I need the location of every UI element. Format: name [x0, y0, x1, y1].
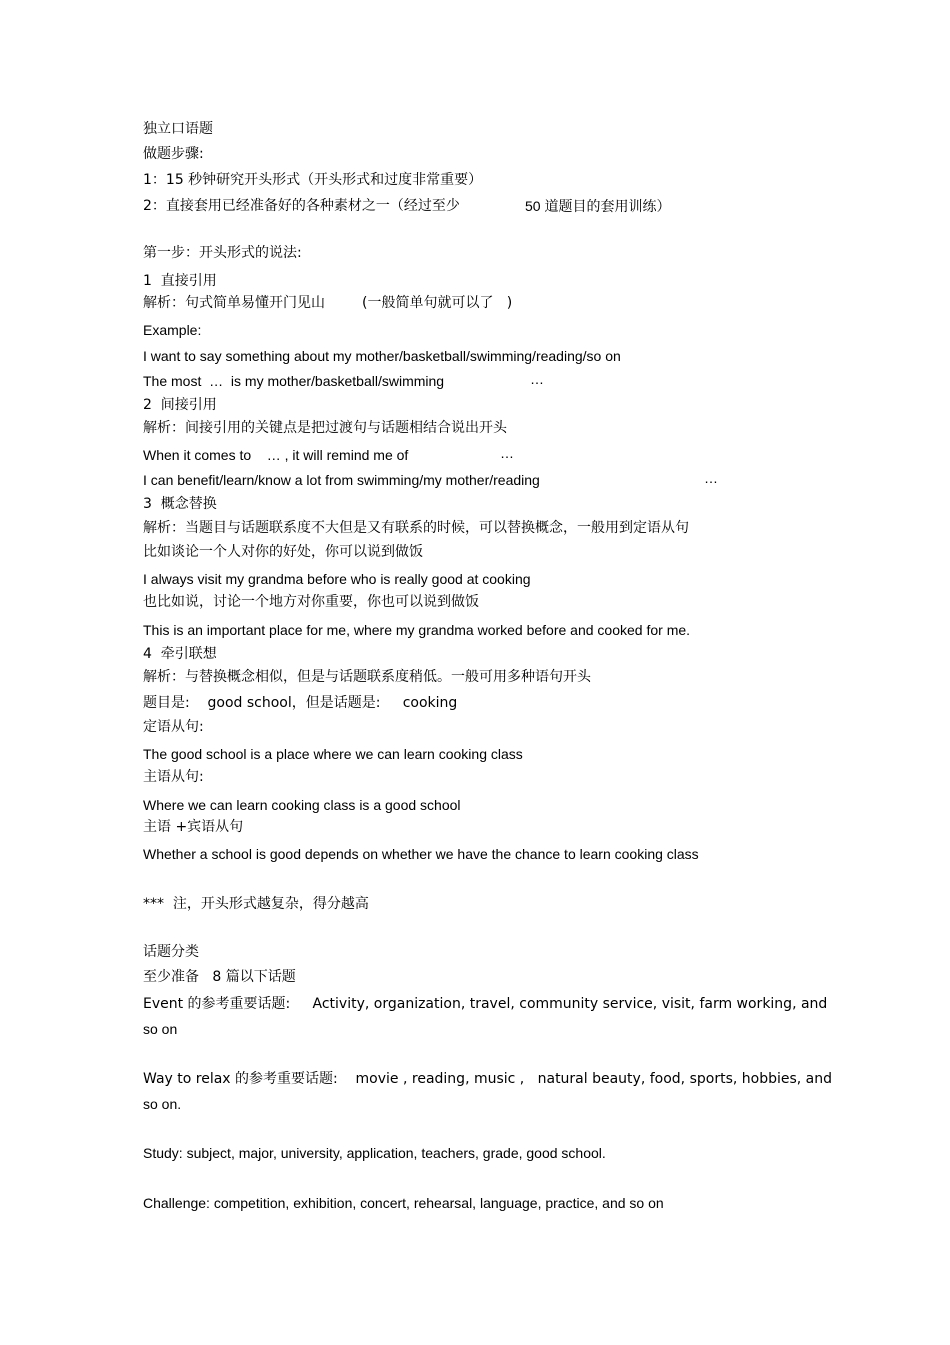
method-1-example-2: The most … is my mother/basketball/swimming — [143, 373, 445, 389]
method-3-title: 3 概念替换 — [143, 496, 217, 512]
method-3-note-1: 比如谈论一个人对你的好处，你可以说到做饭 — [143, 544, 423, 560]
ellipsis: … — [500, 445, 514, 461]
method-3-example-1: I always visit my grandma before who is really good at cooking — [143, 571, 531, 587]
document-title: 独立口语题 — [143, 121, 213, 137]
scoring-note: *** 注，开头形式越复杂，得分越高 — [143, 896, 369, 912]
method-1-analysis: 解析：句式简单易懂开门见山 — [143, 295, 325, 311]
step-2-part-a: 2：直接套用已经准备好的各种素材之一（经过至少 — [143, 198, 460, 214]
step-1: 1：15 秒钟研究开头形式（开头形式和过度非常重要） — [143, 172, 483, 188]
attributive-clause-example: The good school is a place where we can learn cooking class — [143, 746, 523, 762]
method-4-analysis: 解析：与替换概念相似，但是与话题联系度稍低。一般可用多种语句开头 — [143, 669, 591, 685]
method-3-note-2: 也比如说，讨论一个地方对你重要，你也可以说到做饭 — [143, 594, 479, 610]
relax-topics-line-2: so on. — [143, 1096, 182, 1112]
relax-topics-line-1: Way to relax 的参考重要话题: movie , reading, music , natural beauty, food, sports, hobbies, and — [143, 1071, 833, 1087]
subject-clause-example: Where we can learn cooking class is a good school — [143, 797, 461, 813]
topic-categories-heading: 话题分类 — [143, 944, 199, 960]
method-1-example-1: I want to say something about my mother/basketball/swimming/reading/so on — [143, 348, 621, 364]
method-3-analysis: 解析：当题目与话题联系度不大但是又有联系的时候，可以替换概念，一般用到定语从句 — [143, 520, 689, 536]
method-2-example-1: When it comes to … , it will remind me of — [143, 447, 409, 463]
method-4-topic: 题目是: good school，但是话题是: cooking — [143, 695, 458, 711]
subject-clause-label: 主语从句: — [143, 769, 204, 785]
object-clause-example: Whether a school is good depends on whether we have the chance to learn cooking class — [143, 846, 699, 862]
ellipsis: … — [704, 470, 718, 486]
method-2-analysis: 解析：间接引用的关键点是把过渡句与话题相结合说出开头 — [143, 420, 507, 436]
event-topics-line-1: Event 的参考重要话题: Activity, organization, travel, community service, visit, farm working, and — [143, 996, 828, 1012]
challenge-topics: Challenge: competition, exhibition, concert, rehearsal, language, practice, and so on — [143, 1195, 664, 1211]
object-clause-label: 主语 +宾语从句 — [143, 819, 244, 835]
step-2-part-b: 50 道题目的套用训练） — [525, 198, 671, 214]
method-2-example-2: I can benefit/learn/know a lot from swimming/my mother/reading — [143, 472, 540, 488]
method-3-example-2: This is an important place for me, where my grandma worked before and cooked for me. — [143, 622, 691, 638]
topic-categories-subheading: 至少准备 8 篇以下话题 — [143, 969, 296, 985]
method-1-analysis-note: (一般简单句就可以了 ) — [362, 295, 513, 311]
ellipsis: … — [530, 371, 544, 387]
section-1-heading: 第一步：开头形式的说法: — [143, 245, 302, 261]
event-topics-line-2: so on — [143, 1021, 178, 1037]
example-label: Example: — [143, 322, 202, 338]
method-4-title: 4 牵引联想 — [143, 646, 217, 662]
study-topics: Study: subject, major, university, application, teachers, grade, good school. — [143, 1145, 606, 1161]
steps-heading: 做题步骤: — [143, 146, 204, 162]
method-1-title: 1 直接引用 — [143, 273, 217, 289]
attributive-clause-label: 定语从句: — [143, 719, 204, 735]
method-2-title: 2 间接引用 — [143, 397, 217, 413]
